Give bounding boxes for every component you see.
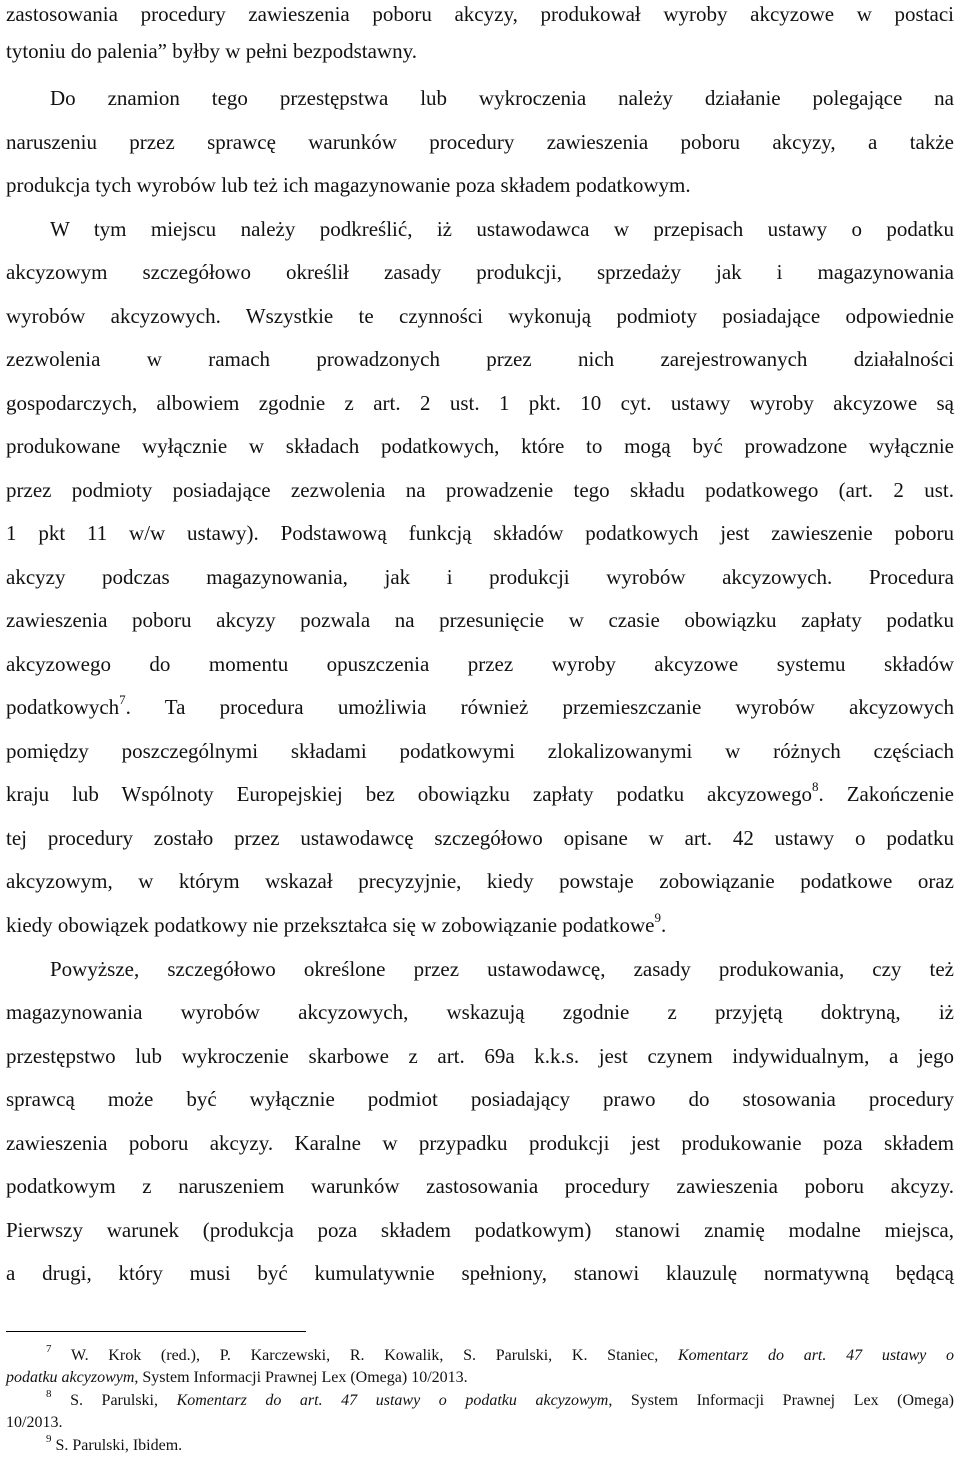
body-line — [6, 824, 954, 852]
body-text: Powyższe, szczegółowo określone przez ustawodawcę, zasady produkowania, czy też — [50, 957, 954, 981]
body-text: . Zakończenie — [818, 782, 954, 806]
body-line — [6, 37, 954, 65]
body-text: kiedy obowiązek podatkowy nie przekształca się w zobowiązanie podatkowe — [6, 913, 655, 937]
body-line — [6, 1042, 954, 1070]
body-line — [6, 389, 954, 417]
body-line — [50, 215, 954, 243]
body-line — [6, 171, 954, 199]
footnote-text: S. Parulski, Ibidem. — [51, 1437, 183, 1454]
footnote-marker: 7 — [119, 692, 126, 707]
footnote-marker: 8 — [812, 779, 819, 794]
body-line — [6, 780, 954, 808]
body-line — [6, 432, 954, 460]
body-text: akcyzowym szczegółowo określił zasady produkcji, sprzedaży jak i magazynowania — [6, 260, 954, 284]
body-line — [6, 302, 954, 330]
body-line — [6, 606, 954, 634]
body-text: Pierwszy warunek (produkcja poza składem podatkowym) stanowi znamię modalne miejsca, — [6, 1218, 954, 1242]
footnote-line — [46, 1432, 954, 1456]
body-line — [6, 1129, 954, 1157]
footnote-line — [6, 1413, 954, 1433]
body-line — [6, 345, 954, 373]
body-text: podatkowym z naruszeniem warunków zastosowania procedury zawieszenia poboru akcyzy. — [6, 1174, 954, 1198]
footnote-text: Komentarz do art. 47 ustawy o podatku akcyzowym — [176, 1392, 609, 1409]
body-text: produkowane wyłącznie w składach podatkowych, które to mogą być prowadzone wyłącznie — [6, 434, 954, 458]
body-text: akcyzy podczas magazynowania, jak i produkcji wyrobów akcyzowych. Procedura — [6, 565, 954, 589]
footnote-line — [46, 1342, 955, 1366]
body-line — [6, 519, 954, 547]
body-text: tytoniu do palenia” byłby w pełni bezpodstawny. — [6, 39, 417, 63]
body-text: sprawcą może być wyłącznie podmiot posiadający prawo do stosowania procedury — [6, 1087, 954, 1111]
footnote-text: podatku akcyzowym — [6, 1369, 135, 1386]
body-text: przez podmioty posiadające zezwolenia na prowadzenie tego składu podatkowego (art. 2 ust. — [6, 478, 954, 502]
body-text: zastosowania procedury zawieszenia poboru akcyzy, produkował wyroby akcyzowe w postaci — [6, 2, 954, 26]
footnote-text: W. Krok (red.), P. Karczewski, R. Kowalik, S. Parulski, K. Staniec, — [51, 1347, 678, 1364]
body-line — [6, 258, 954, 286]
body-line — [6, 0, 954, 28]
body-line — [6, 476, 954, 504]
body-line — [6, 1172, 954, 1200]
body-text: a drugi, który musi być kumulatywnie spełniony, stanowi klauzulę normatywną będącą — [6, 1261, 954, 1285]
footnote-marker: 9 — [46, 1432, 52, 1445]
body-text: akcyzowego do momentu opuszczenia przez wyroby akcyzowe systemu składów — [6, 652, 954, 676]
body-text: wyrobów akcyzowych. Wszystkie te czynności wykonują podmioty posiadające odpowiednie — [6, 304, 954, 328]
body-line — [6, 1216, 954, 1244]
body-line — [6, 867, 954, 895]
body-line — [6, 650, 954, 678]
body-line — [6, 1085, 954, 1113]
body-text: . — [660, 913, 667, 937]
body-text: W tym miejscu należy podkreślić, iż ustawodawca w przepisach ustawy o podatku — [50, 217, 954, 241]
body-text: podatkowych — [6, 695, 120, 719]
footnote-marker: 9 — [654, 910, 661, 925]
body-text: zezwolenia w ramach prowadzonych przez nich zarejestrowanych działalności — [6, 347, 954, 371]
body-line — [6, 737, 954, 765]
body-text: naruszeniu przez sprawcę warunków procedury zawieszenia poboru akcyzy, a także — [6, 130, 954, 154]
body-line — [6, 128, 954, 156]
body-text: kraju lub Wspólnoty Europejskiej bez obowiązku zapłaty podatku akcyzowego — [6, 782, 813, 806]
body-text: zawieszenia poboru akcyzy. Karalne w przypadku produkcji jest produkowanie poza składem — [6, 1131, 954, 1155]
body-text: 1 pkt 11 w/w ustawy). Podstawową funkcją składów podatkowych jest zawieszenie poboru — [6, 521, 954, 545]
body-line — [6, 998, 954, 1026]
body-line — [6, 911, 954, 939]
footnote-text: S. Parulski, — [51, 1392, 177, 1409]
body-text: tej procedury zostało przez ustawodawcę szczegółowo opisane w art. 42 ustawy o podatku — [6, 826, 954, 850]
footnote-separator — [6, 1331, 306, 1332]
body-line — [6, 563, 954, 591]
body-line — [50, 84, 954, 112]
body-text: pomiędzy poszczególnymi składami podatkowymi zlokalizowanymi w różnych częściach — [6, 739, 954, 763]
footnote-text: 10/2013. — [6, 1414, 63, 1431]
body-text: produkcja tych wyrobów lub też ich magazynowanie poza składem podatkowym. — [6, 173, 691, 197]
footnote-line — [6, 1368, 954, 1388]
body-text: zawieszenia poboru akcyzy pozwala na przesunięcie w czasie obowiązku zapłaty podatku — [6, 608, 954, 632]
footnote-text: Komentarz do art. 47 ustawy o — [678, 1347, 955, 1364]
body-text: gospodarczych, albowiem zgodnie z art. 2 ust. 1 pkt. 10 cyt. ustawy wyroby akcyzowe są — [6, 391, 954, 415]
footnote-marker: 7 — [46, 1342, 52, 1355]
footnote-marker: 8 — [46, 1387, 52, 1400]
body-line — [6, 693, 954, 721]
footnote-line — [46, 1387, 954, 1411]
body-line — [50, 955, 954, 983]
footnote-text: , System Informacji Prawnej Lex (Omega) — [608, 1392, 954, 1409]
body-text: magazynowania wyrobów akcyzowych, wskazują zgodnie z przyjętą doktryną, iż — [6, 1000, 954, 1024]
body-text: Do znamion tego przestępstwa lub wykroczenia należy działanie polegające na — [50, 86, 954, 110]
body-text: akcyzowym, w którym wskazał precyzyjnie, kiedy powstaje zobowiązanie podatkowe oraz — [6, 869, 954, 893]
body-text: . Ta procedura umożliwia również przemieszczanie wyrobów akcyzowych — [125, 695, 954, 719]
body-line — [6, 1259, 954, 1287]
body-text: przestępstwo lub wykroczenie skarbowe z art. 69a k.k.s. jest czynem indywidualnym, a jego — [6, 1044, 954, 1068]
footnote-text: , System Informacji Prawnej Lex (Omega) 10/2013. — [134, 1369, 468, 1386]
